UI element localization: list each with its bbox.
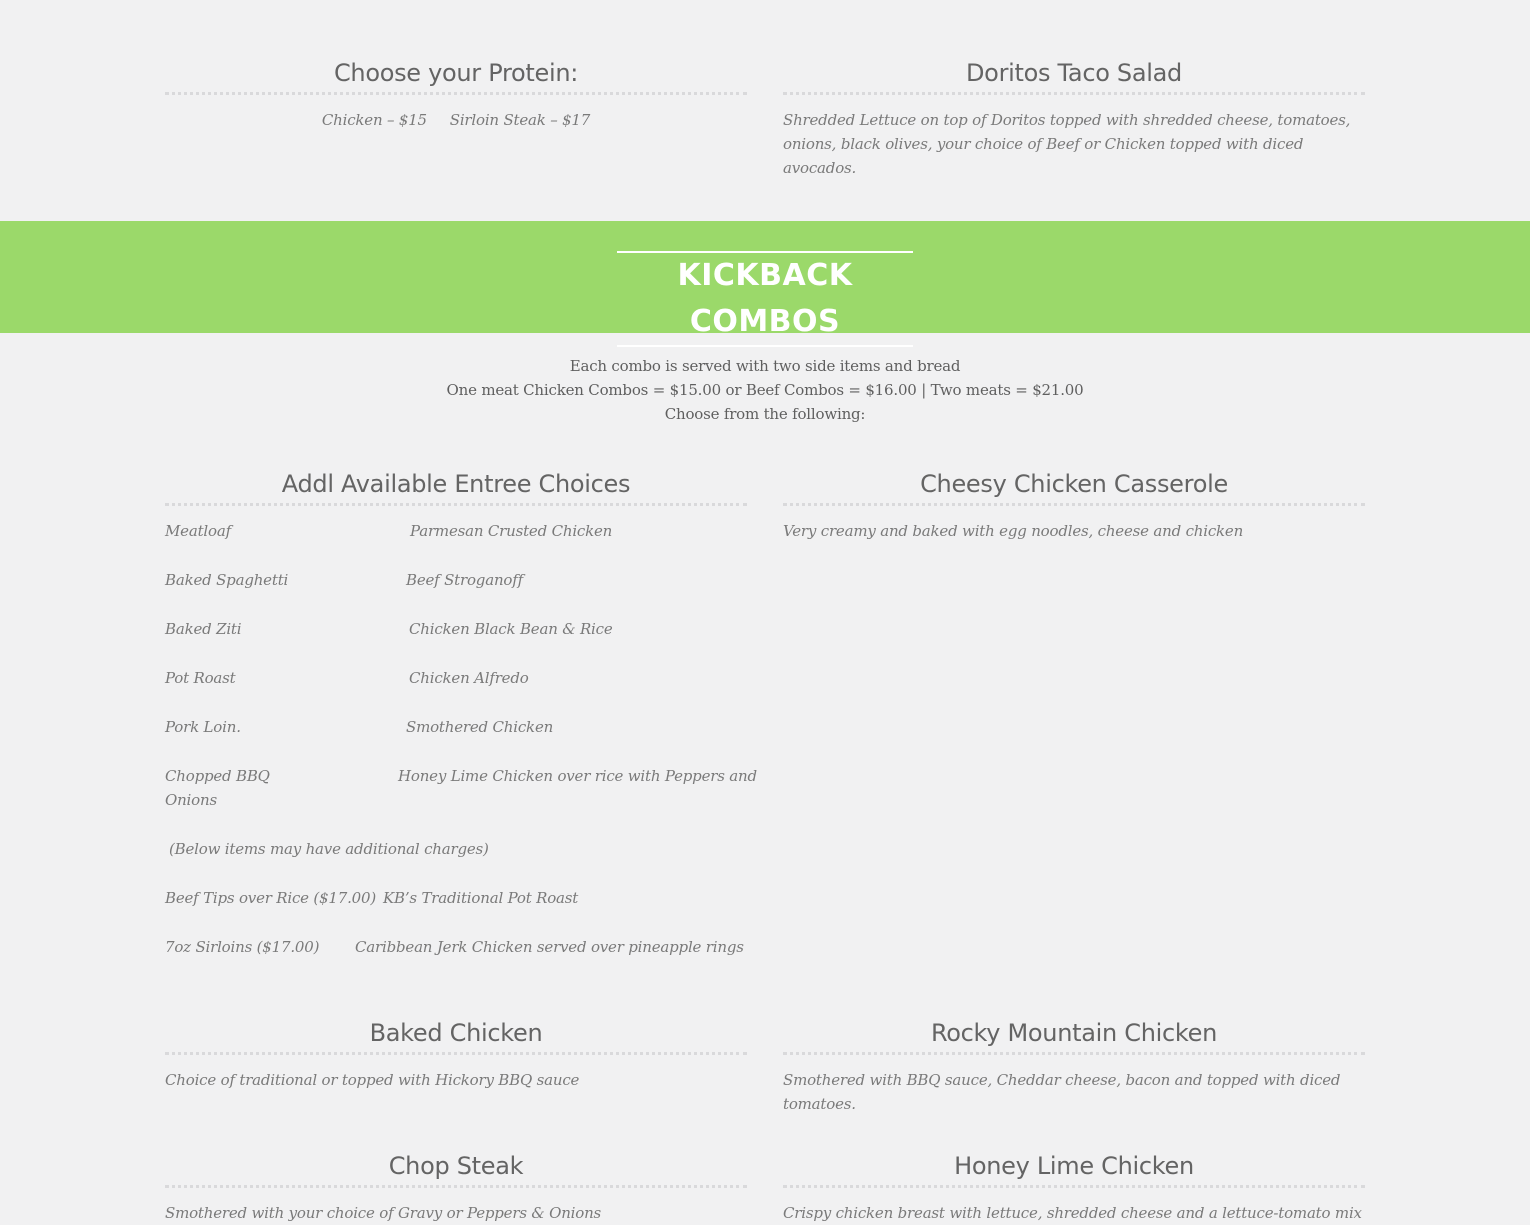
entree-left: Pork Loin. [165, 718, 241, 736]
chop-steak-section [165, 1151, 747, 1225]
protein-price-line: Chicken – $15 Sirloin Steak – $17 [321, 111, 591, 129]
entree-left: Pot Roast [165, 669, 236, 687]
entree-left: Baked Spaghetti [165, 571, 289, 589]
intro-line-3: Choose from the following: [664, 405, 866, 423]
entree-right: Chicken Alfredo [409, 669, 529, 687]
entree-right: Chicken Black Bean & Rice [409, 620, 613, 638]
list-item [165, 666, 747, 715]
list-item [165, 886, 747, 935]
entree-list [165, 519, 757, 984]
intro-line-1: Each combo is served with two side items and bread [569, 357, 961, 375]
entree-right: Parmesan Crusted Chicken [410, 522, 613, 540]
chop-title: Chop Steak [165, 1151, 747, 1188]
doritos-title: Doritos Taco Salad [783, 58, 1365, 95]
charges-note: (Below items may have additional charges) [169, 840, 489, 858]
baked-chicken-section [165, 1018, 747, 1092]
rocky-mountain-section [783, 1018, 1365, 1116]
banner-title: KICKBACK COMBOS [617, 251, 913, 347]
honey-desc: Crispy chicken breast with lettuce, shredded cheese and a lettuce-tomato mix [783, 1204, 1362, 1222]
entree-choices-section [165, 469, 757, 984]
entree-right: Beef Stroganoff [406, 571, 523, 589]
protein-prices [165, 108, 747, 132]
cheesy-casserole-section [783, 469, 1365, 543]
cheesy-title: Cheesy Chicken Casserole [783, 469, 1365, 506]
list-item [165, 935, 747, 984]
entree-right: KB’s Traditional Pot Roast [383, 889, 579, 907]
intro-line-2: One meat Chicken Combos = $15.00 or Beef Combos = $16.00 | Two meats = $21.00 [446, 381, 1084, 399]
entree-right-wrap: Onions [165, 791, 217, 809]
entree-choices-title: Addl Available Entree Choices [165, 469, 747, 506]
list-item [165, 715, 747, 764]
entree-left: Meatloaf [165, 522, 231, 540]
chop-desc: Smothered with your choice of Gravy or Peppers & Onions [165, 1204, 602, 1222]
rocky-title: Rocky Mountain Chicken [783, 1018, 1365, 1055]
protein-title: Choose your Protein: [165, 58, 747, 95]
entree-left: Beef Tips over Rice ($17.00) [165, 889, 377, 907]
charges-note-row [165, 837, 747, 886]
honey-title: Honey Lime Chicken [783, 1151, 1365, 1188]
entree-right: Smothered Chicken [406, 718, 554, 736]
rocky-desc: Smothered with BBQ sauce, Cheddar cheese, bacon and topped with diced tomatoes. [783, 1071, 1341, 1113]
protein-section [165, 58, 747, 132]
list-item [165, 764, 757, 837]
baked-title: Baked Chicken [165, 1018, 747, 1055]
entree-right: Caribbean Jerk Chicken served over pineapple rings [355, 938, 744, 956]
honey-lime-section [783, 1151, 1365, 1225]
list-item [165, 617, 747, 666]
list-item [165, 568, 747, 617]
baked-desc: Choice of traditional or topped with Hickory BBQ sauce [165, 1071, 580, 1089]
combo-intro [0, 354, 1530, 426]
cheesy-desc: Very creamy and baked with egg noodles, cheese and chicken [783, 522, 1244, 540]
entree-left: Chopped BBQ [165, 767, 270, 785]
doritos-desc: Shredded Lettuce on top of Doritos topped with shredded cheese, tomatoes, onions, black olives, your choice of Beef or Chicken topped with diced avocados. [783, 111, 1351, 177]
entree-left: Baked Ziti [165, 620, 242, 638]
doritos-section [783, 58, 1365, 180]
entree-right: Honey Lime Chicken over rice with Peppers and [398, 767, 757, 785]
list-item [165, 519, 747, 568]
entree-left: 7oz Sirloins ($17.00) [165, 938, 320, 956]
kickback-combos-banner [0, 221, 1530, 339]
